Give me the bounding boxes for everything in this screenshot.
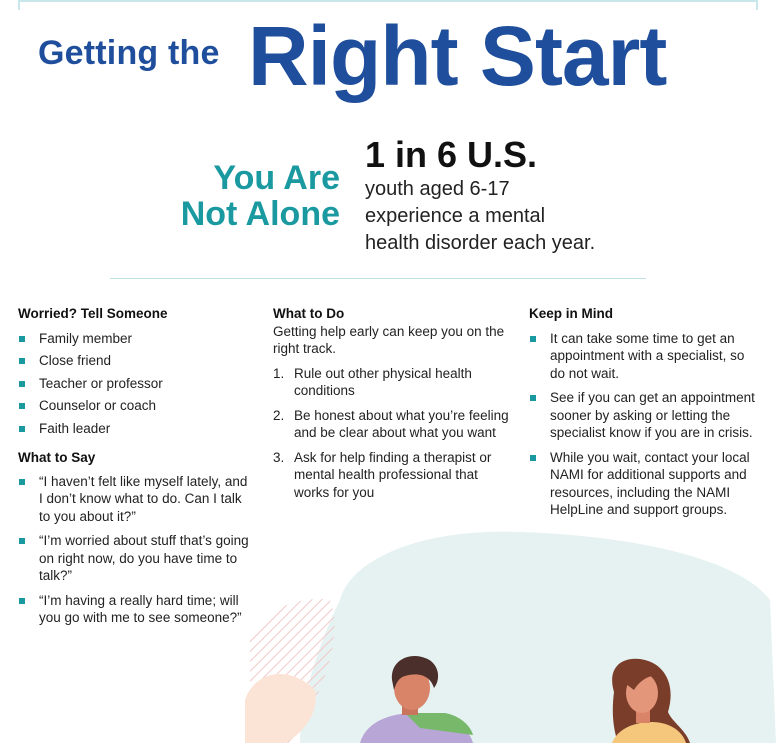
list-item: While you wait, contact your local NAMI for additional supports and resources, including the NAMI HelpLine and support groups.: [529, 449, 761, 519]
list-item: Faith leader: [18, 420, 253, 438]
list-item: Teacher or professor: [18, 375, 253, 393]
todo-list: [273, 365, 509, 502]
todo-heading: What to Do: [273, 306, 345, 321]
title-prefix: Getting the: [38, 34, 220, 72]
item-text: Rule out other physical health conditions: [294, 365, 472, 398]
list-item: [273, 407, 509, 442]
list-item: [273, 449, 509, 502]
not-alone-line-2: Not Alone: [180, 195, 340, 233]
list-item: Close friend: [18, 352, 253, 370]
item-number: 1.: [273, 365, 285, 381]
item-number: 2.: [273, 407, 285, 423]
not-alone-line-1: You Are: [213, 159, 340, 197]
stat-line-2: experience a mental: [365, 205, 546, 227]
item-text: Ask for help finding a therapist or mental health professional that works for you: [294, 449, 492, 500]
list-item: It can take some time to get an appointment with a specialist, so do not wait.: [529, 330, 761, 383]
stat-line-3: health disorder each year.: [365, 232, 596, 254]
keep-list: [529, 330, 761, 519]
item-text: Be honest about what you’re feeling and be clear about what you want: [294, 407, 509, 440]
stat-headline: 1 in 6 U.S.: [365, 134, 538, 175]
list-item: “I’m worried about stuff that’s going on right now, do you have time to talk?”: [18, 532, 253, 585]
list-item: “I haven’t felt like myself lately, and I don’t know what to do. Can I talk to you about it?”: [18, 473, 253, 526]
say-list: [18, 473, 253, 627]
worried-list: [18, 330, 253, 438]
column-right: [529, 305, 761, 519]
list-item: “I’m having a really hard time; will you go with me to see someone?”: [18, 592, 253, 627]
worried-heading: Worried? Tell Someone: [18, 306, 168, 321]
todo-intro: Getting help early can keep you on the right track.: [273, 323, 505, 356]
keep-heading: Keep in Mind: [529, 306, 613, 321]
say-heading: What to Say: [18, 450, 96, 465]
list-item: See if you can get an appointment sooner by asking or letting the specialist know if you are in crisis.: [529, 389, 761, 442]
column-middle: [273, 305, 509, 501]
page-title: Right Start: [248, 9, 667, 103]
background-blob: [300, 532, 776, 743]
list-item: [273, 365, 509, 400]
stat-line-1: youth aged 6-17: [365, 178, 510, 200]
item-number: 3.: [273, 449, 285, 465]
list-item: Counselor or coach: [18, 397, 253, 415]
list-item: Family member: [18, 330, 253, 348]
column-left: [18, 305, 253, 627]
